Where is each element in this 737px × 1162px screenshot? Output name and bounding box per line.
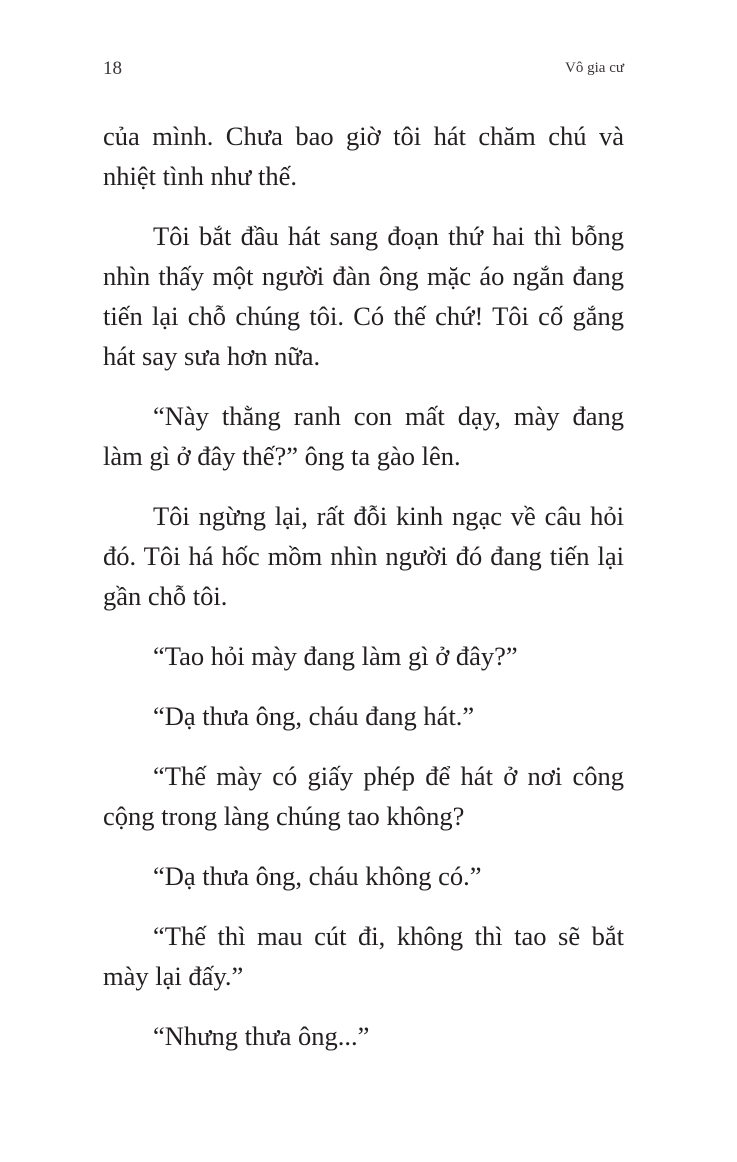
running-header: [103, 58, 624, 82]
paragraph-continuation: của mình. Chưa bao giờ tôi hát chăm chú và nhiệt tình như thế.: [103, 121, 624, 191]
paragraph-dialogue: “Này thằng ranh con mất dạy, mày đang làm gì ở đây thế?” ông ta gào lên.: [103, 401, 624, 471]
paragraph: Tôi bắt đầu hát sang đoạn thứ hai thì bỗng nhìn thấy một người đàn ông mặc áo ngắn đang tiến lại chỗ chúng tôi. Có thế chứ! Tôi cố gắng hát say sưa hơn nữa.: [103, 221, 624, 371]
paragraph-dialogue: “Thế mày có giấy phép để hát ở nơi công cộng trong làng chúng tao không?: [103, 761, 624, 831]
paragraph-dialogue: “Dạ thưa ông, cháu đang hát.”: [153, 701, 475, 731]
paragraph-dialogue: “Nhưng thưa ông...”: [153, 1021, 370, 1051]
paragraph: Tôi ngừng lại, rất đỗi kinh ngạc về câu hỏi đó. Tôi há hốc mồm nhìn người đó đang tiến lại gần chỗ tôi.: [103, 501, 624, 611]
body-text: [103, 116, 624, 1076]
paragraph-dialogue: “Tao hỏi mày đang làm gì ở đây?”: [153, 641, 518, 671]
book-title: Vô gia cư: [565, 60, 624, 76]
page-number: 18: [103, 58, 122, 79]
paragraph-dialogue: “Thế thì mau cút đi, không thì tao sẽ bắt mày lại đấy.”: [103, 921, 624, 991]
paragraph-dialogue: “Dạ thưa ông, cháu không có.”: [153, 861, 482, 891]
